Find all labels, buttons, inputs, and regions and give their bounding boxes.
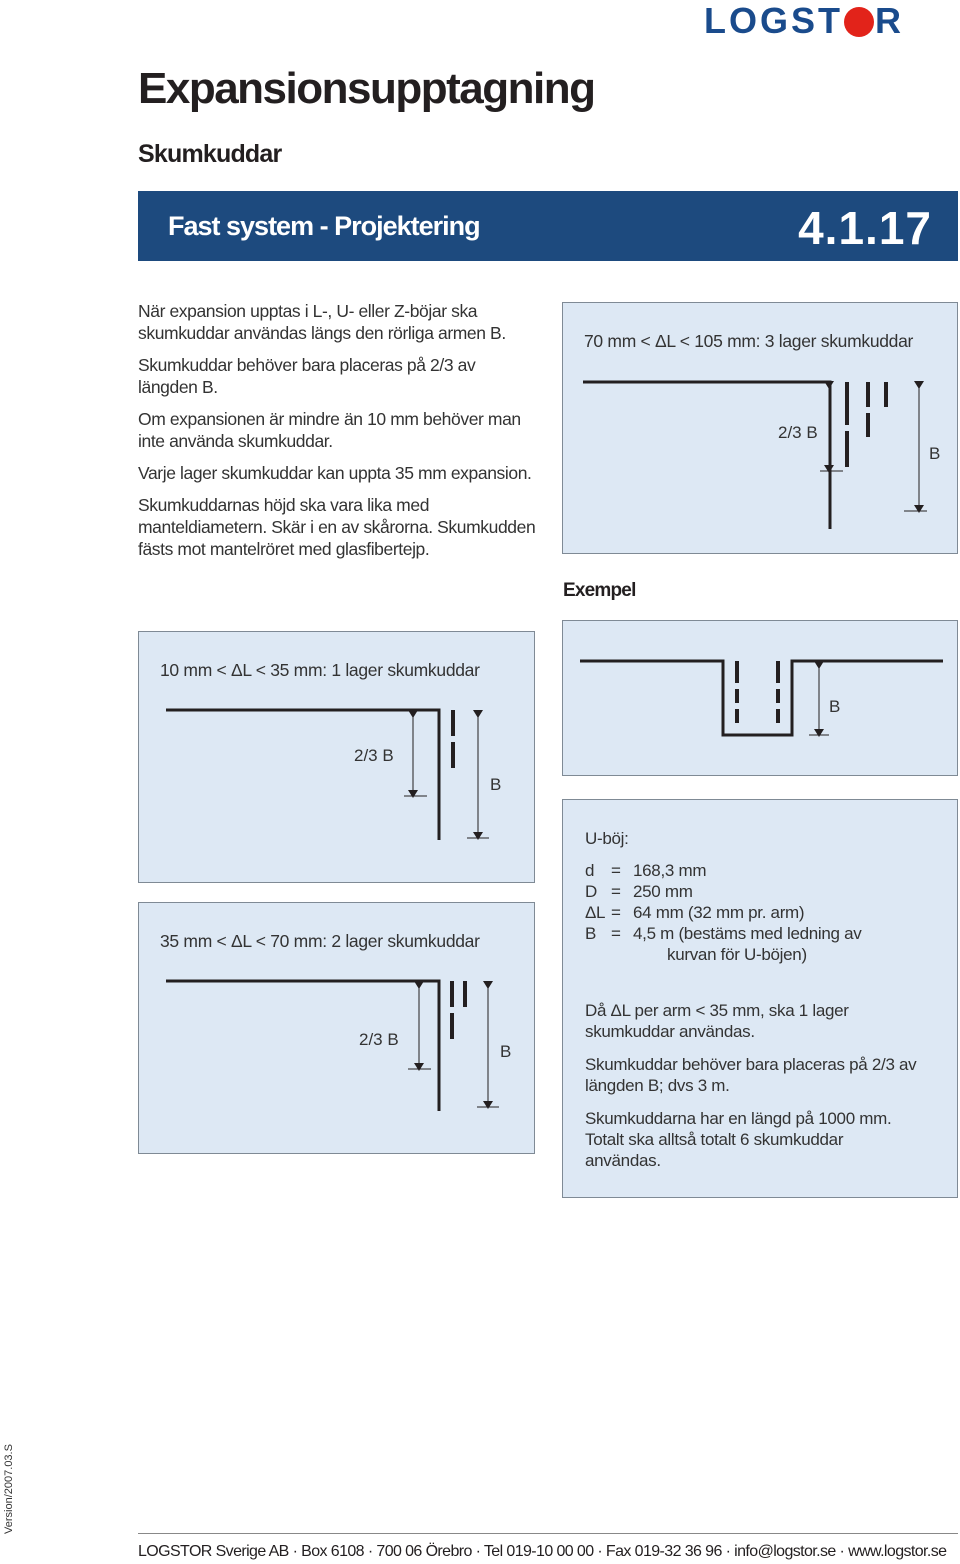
parameter-value-continued: kurvan för U-böjen)	[667, 945, 807, 964]
footer-contact: LOGSTOR Sverige AB · Box 6108 · 700 06 Örebro · Tel 019-10 00 00 · Fax 019-32 36 96 · info@logstor.se · www.logstor.se	[138, 1543, 947, 1560]
logo-text-right: R	[875, 0, 904, 41]
parameter-row	[585, 944, 945, 965]
parameter-row	[585, 902, 945, 923]
label-b: B	[490, 775, 502, 794]
intro-paragraph: När expansion upptas i L-, U- eller Z-böjar ska skumkuddar användas längs den rörliga armen B.	[138, 301, 506, 343]
parameter-key: D	[585, 882, 597, 901]
parameter-equals: =	[611, 882, 621, 901]
diagram-caption: 10 mm < ΔL < 35 mm: 1 lager skumkuddar	[160, 660, 480, 680]
diagram-u-bend-drawing	[563, 621, 959, 777]
example-note: Skumkuddarna har en längd på 1000 mm. Totalt ska alltså totalt 6 skumkuddar användas.	[585, 1109, 892, 1170]
page-title: Expansionsupptagning	[138, 64, 595, 113]
parameter-key: d	[585, 861, 595, 880]
parameter-value: 250 mm	[633, 882, 693, 901]
diagram-one-layer	[138, 631, 535, 883]
parameter-key: B	[585, 924, 597, 943]
label-b: B	[829, 697, 841, 716]
example-heading: Exempel	[563, 580, 636, 601]
footer-divider	[138, 1533, 958, 1534]
parameter-key: ΔL	[585, 903, 606, 922]
label-two-thirds-b: 2/3 B	[359, 1030, 399, 1049]
version-stamp	[0, 1445, 14, 1535]
parameter-row	[585, 860, 945, 881]
parameter-row	[585, 923, 945, 944]
label-two-thirds-b: 2/3 B	[354, 746, 394, 765]
diagram-two-layers	[138, 902, 535, 1154]
logo-o-mark	[844, 7, 874, 37]
intro-paragraph: Skumkuddarnas höjd ska vara lika med manteldiametern. Skär i en av skårorna. Skumkudden fästs mot mantelröret med glasfibertejp.	[138, 495, 536, 559]
parameter-equals: =	[611, 924, 621, 943]
parameter-value: 64 mm (32 mm pr. arm)	[633, 903, 805, 922]
label-b: B	[929, 444, 941, 463]
intro-paragraph: Skumkuddar behöver bara placeras på 2/3 av längden B.	[138, 355, 476, 397]
parameter-row	[585, 881, 945, 902]
banner-section-number: 4.1.17	[798, 202, 932, 254]
intro-paragraph: Om expansionen är mindre än 10 mm behöver man inte använda skumkuddar.	[138, 409, 521, 451]
parameter-list	[585, 860, 945, 965]
parameter-equals: =	[611, 861, 621, 880]
diagram-caption: 35 mm < ΔL < 70 mm: 2 lager skumkuddar	[160, 931, 480, 951]
logo-text-left: LOGST	[704, 0, 843, 41]
parameter-equals: =	[611, 903, 621, 922]
label-two-thirds-b: 2/3 B	[778, 423, 818, 442]
label-b: B	[500, 1042, 512, 1061]
diagram-caption: 70 mm < ΔL < 105 mm: 3 lager skumkuddar	[584, 331, 914, 351]
banner-title: Fast system - Projektering	[168, 211, 480, 241]
intro-paragraph: Varje lager skumkuddar kan uppta 35 mm expansion.	[138, 463, 532, 483]
diagram-u-bend	[562, 620, 958, 776]
section-banner	[138, 191, 958, 261]
logstor-logo	[704, 0, 904, 41]
example-note: Då ΔL per arm < 35 mm, ska 1 lager skumkuddar användas.	[585, 1001, 849, 1041]
diagram-three-layers	[562, 302, 958, 554]
page-subtitle: Skumkuddar	[138, 140, 282, 168]
parameter-value: 168,3 mm	[633, 861, 707, 880]
example-calculation-box	[562, 799, 958, 1198]
version-text: Version/2007.03.S	[2, 1444, 15, 1534]
u-bend-title: U-böj:	[585, 829, 629, 848]
parameter-value: 4,5 m (bestäms med ledning av	[633, 924, 862, 943]
intro-text	[138, 300, 538, 570]
example-note: Skumkuddar behöver bara placeras på 2/3 av längden B; dvs 3 m.	[585, 1055, 917, 1095]
